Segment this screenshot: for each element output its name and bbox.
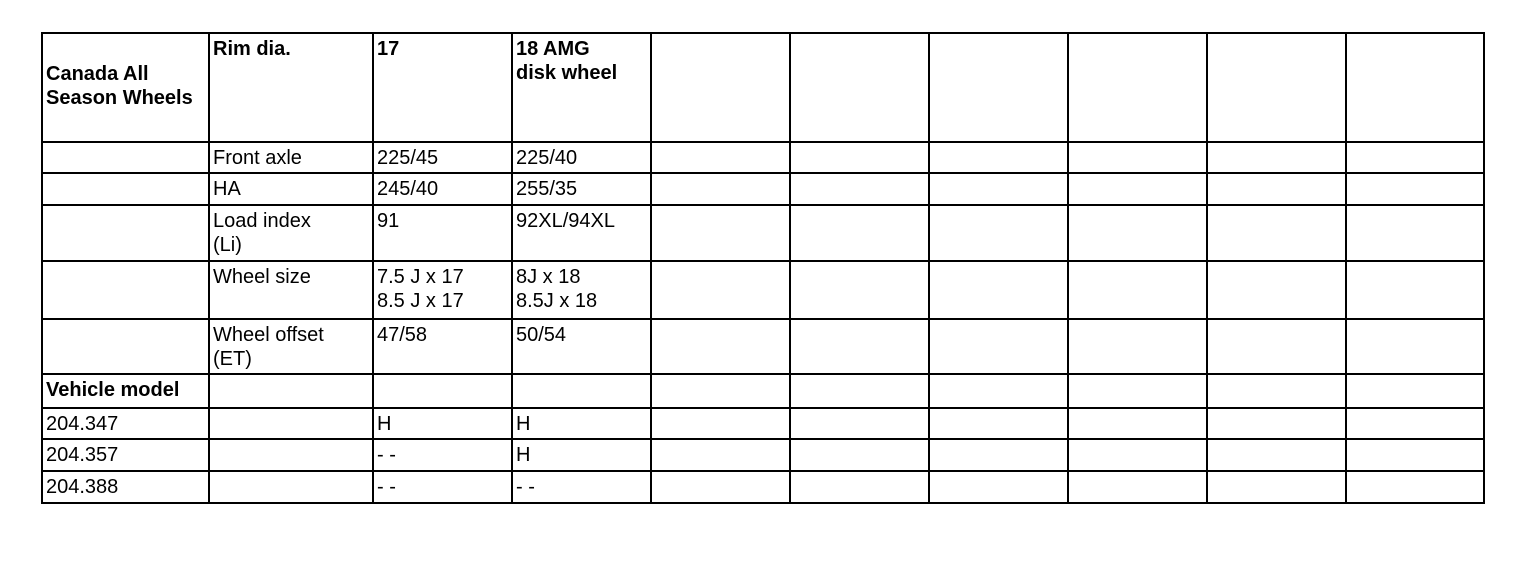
empty-cell — [1068, 33, 1207, 142]
empty-cell — [1346, 374, 1484, 408]
empty-cell — [929, 142, 1068, 173]
empty-cell — [790, 374, 929, 408]
empty-cell — [790, 319, 929, 374]
empty-cell — [209, 439, 373, 471]
empty-cell — [1207, 408, 1346, 439]
fitment-18: - - — [512, 471, 651, 503]
vehicle-model-code: 204.357 — [42, 439, 209, 471]
rim-17-header: 17 — [373, 33, 512, 142]
table-row — [42, 142, 1484, 173]
empty-cell — [1068, 319, 1207, 374]
empty-cell — [1346, 408, 1484, 439]
fitment-18: H — [512, 408, 651, 439]
vehicle-model-code: 204.347 — [42, 408, 209, 439]
empty-cell — [209, 408, 373, 439]
empty-cell — [1207, 319, 1346, 374]
empty-cell — [42, 319, 209, 374]
empty-cell — [790, 261, 929, 319]
empty-cell — [1068, 173, 1207, 205]
vehicle-model-code: 204.388 — [42, 471, 209, 503]
empty-cell — [790, 439, 929, 471]
spec-value-17: 47/58 — [373, 319, 512, 374]
empty-cell — [790, 408, 929, 439]
empty-cell — [1346, 471, 1484, 503]
empty-cell — [790, 173, 929, 205]
rim-dia-header: Rim dia. — [209, 33, 373, 142]
empty-cell — [651, 374, 790, 408]
spec-value-17: 7.5 J x 17 8.5 J x 17 — [373, 261, 512, 319]
empty-cell — [651, 33, 790, 142]
fitment-17: - - — [373, 471, 512, 503]
empty-cell — [42, 261, 209, 319]
empty-cell — [929, 173, 1068, 205]
empty-cell — [651, 319, 790, 374]
table-row — [42, 319, 1484, 374]
spec-label: Front axle — [209, 142, 373, 173]
empty-cell — [651, 205, 790, 261]
empty-cell — [790, 471, 929, 503]
spec-value-18: 225/40 — [512, 142, 651, 173]
empty-cell — [1207, 205, 1346, 261]
spec-label: Load index (Li) — [209, 205, 373, 261]
empty-cell — [1207, 471, 1346, 503]
table-title: Canada All Season Wheels — [42, 33, 209, 142]
empty-cell — [1346, 261, 1484, 319]
table-row — [42, 408, 1484, 439]
empty-cell — [1207, 33, 1346, 142]
empty-cell — [1346, 439, 1484, 471]
empty-cell — [209, 471, 373, 503]
spec-value-18: 92XL/94XL — [512, 205, 651, 261]
empty-cell — [373, 374, 512, 408]
spec-value-18: 8J x 18 8.5J x 18 — [512, 261, 651, 319]
empty-cell — [1346, 33, 1484, 142]
empty-cell — [1346, 319, 1484, 374]
empty-cell — [1068, 374, 1207, 408]
empty-cell — [929, 205, 1068, 261]
empty-cell — [42, 142, 209, 173]
empty-cell — [651, 439, 790, 471]
empty-cell — [651, 173, 790, 205]
empty-cell — [209, 374, 373, 408]
empty-cell — [790, 142, 929, 173]
empty-cell — [790, 33, 929, 142]
empty-cell — [1068, 408, 1207, 439]
vehicle-model-label: Vehicle model — [42, 374, 209, 408]
empty-cell — [929, 33, 1068, 142]
table-row — [42, 261, 1484, 319]
spec-label: Wheel size — [209, 261, 373, 319]
empty-cell — [512, 374, 651, 408]
empty-cell — [790, 205, 929, 261]
empty-cell — [42, 205, 209, 261]
spec-value-17: 245/40 — [373, 173, 512, 205]
header-row — [42, 33, 1484, 142]
empty-cell — [651, 408, 790, 439]
vehicle-model-header-row — [42, 374, 1484, 408]
empty-cell — [1068, 142, 1207, 173]
empty-cell — [1346, 142, 1484, 173]
empty-cell — [42, 173, 209, 205]
empty-cell — [929, 261, 1068, 319]
table-row — [42, 439, 1484, 471]
fitment-17: H — [373, 408, 512, 439]
spec-value-18: 255/35 — [512, 173, 651, 205]
empty-cell — [929, 439, 1068, 471]
empty-cell — [651, 142, 790, 173]
empty-cell — [1346, 205, 1484, 261]
empty-cell — [1068, 439, 1207, 471]
spec-label: HA — [209, 173, 373, 205]
empty-cell — [1068, 205, 1207, 261]
empty-cell — [929, 471, 1068, 503]
empty-cell — [1207, 173, 1346, 205]
table-row — [42, 471, 1484, 503]
empty-cell — [1207, 261, 1346, 319]
table-row — [42, 173, 1484, 205]
fitment-17: - - — [373, 439, 512, 471]
empty-cell — [651, 471, 790, 503]
table-row — [42, 205, 1484, 261]
spec-label: Wheel offset (ET) — [209, 319, 373, 374]
empty-cell — [1207, 142, 1346, 173]
wheel-spec-table — [41, 32, 1485, 504]
spec-value-17: 225/45 — [373, 142, 512, 173]
empty-cell — [1068, 261, 1207, 319]
spec-value-18: 50/54 — [512, 319, 651, 374]
empty-cell — [1207, 439, 1346, 471]
empty-cell — [651, 261, 790, 319]
empty-cell — [1068, 471, 1207, 503]
empty-cell — [1346, 173, 1484, 205]
fitment-18: H — [512, 439, 651, 471]
empty-cell — [929, 374, 1068, 408]
empty-cell — [929, 319, 1068, 374]
empty-cell — [1207, 374, 1346, 408]
rim-18-amg-header: 18 AMG disk wheel — [512, 33, 651, 142]
empty-cell — [929, 408, 1068, 439]
spec-value-17: 91 — [373, 205, 512, 261]
